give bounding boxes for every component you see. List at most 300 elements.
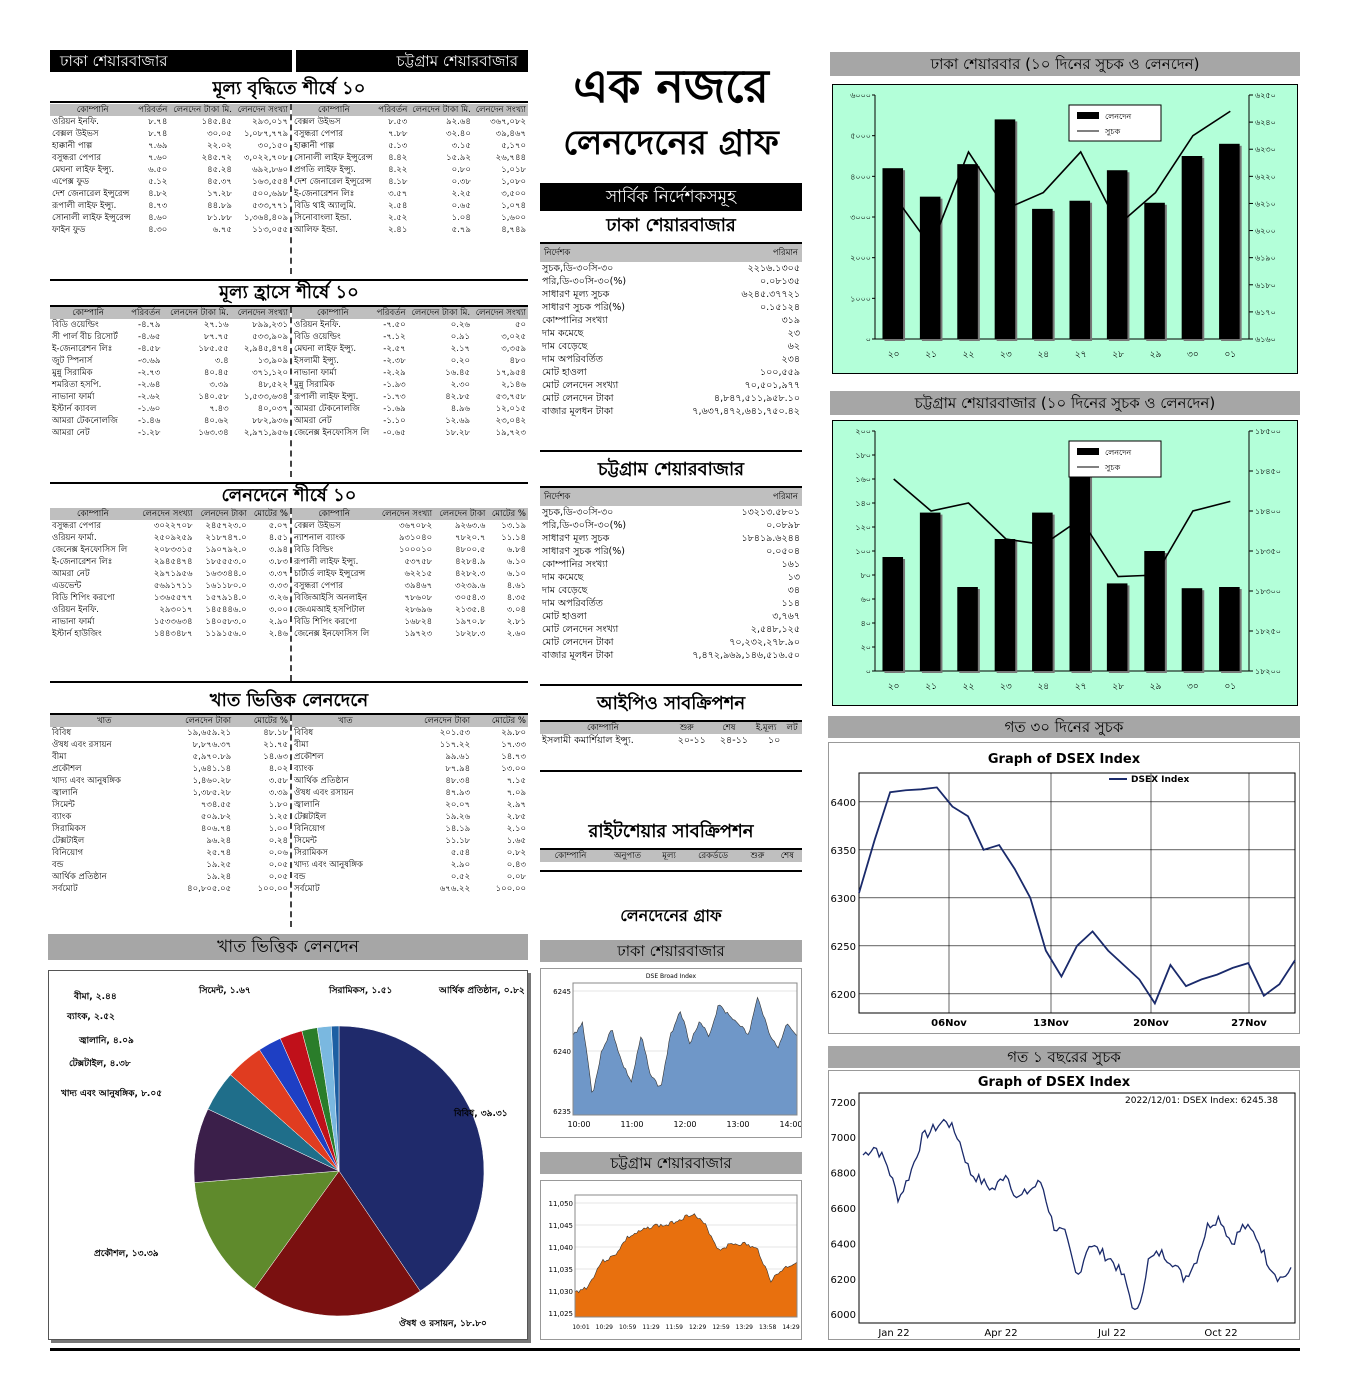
table-cell: ৫৩৭৫৮: [404, 557, 433, 567]
table-row: [292, 739, 528, 751]
x-tick-label: 13:29: [735, 1324, 753, 1331]
table-cell: পরি,ডি-৩০সি-৩০(%): [542, 276, 627, 287]
table-row: [292, 628, 528, 640]
x-tick-label: 13Nov: [1033, 1018, 1069, 1029]
table-cell: ঔষধ এবং রসায়ন: [294, 788, 354, 798]
bar: [1182, 588, 1203, 671]
dsex-1year-heading: গত ১ বছরের সুচক: [828, 1046, 1300, 1068]
table-row: [50, 727, 290, 739]
bar: [1219, 587, 1240, 671]
table-cell: ০.১৫১২৪: [759, 302, 800, 313]
table-row: [292, 811, 528, 823]
table-row: [50, 811, 290, 823]
y-tick-label: ২০০: [855, 427, 871, 436]
legend-bar-swatch: [1077, 112, 1099, 119]
table-cell: ১১.১৮: [445, 836, 471, 846]
table-cell: হাক্কানী পাল্প: [294, 141, 335, 151]
bar: [995, 539, 1016, 671]
table-cell: ৭,৪৭২,৯৬৯,১৪৬,৫১৬.৫০: [692, 650, 800, 661]
column-header: মোটের %: [491, 716, 526, 726]
column-header: লেনদেন সংখ্যা: [475, 308, 526, 318]
table-cell: ২.৫৪: [388, 201, 408, 211]
column-header: কোম্পানি: [586, 723, 619, 733]
table-cell: ১৯৭০.৮: [455, 617, 486, 627]
table-cell: ০.০৮১৩৫: [759, 276, 800, 287]
table-cell: আমরা নেট: [52, 569, 90, 579]
table-cell: ৩.৩৩: [268, 581, 288, 591]
bar: [1069, 201, 1090, 339]
table-cell: ৮৭.৯৪: [445, 764, 471, 774]
table-cell: এপেক্স ফুড: [52, 177, 90, 187]
table-cell: মোট লেনদেন সংখ্যা: [542, 380, 619, 391]
table-cell: ৬.৭৫: [212, 225, 232, 235]
table-row: [292, 212, 528, 224]
table-cell: ৮.৭৪: [148, 129, 168, 139]
table-cell: আমরা নেট: [52, 428, 90, 438]
bar: [1144, 203, 1165, 339]
table-cell: বিডি শিপিং করপো: [294, 617, 357, 627]
table-cell: মোট হাওলা: [542, 367, 587, 378]
table-row: [292, 427, 528, 439]
y-tick-label: ৮০: [860, 571, 871, 580]
bar: [1144, 551, 1165, 671]
table-row: [540, 636, 802, 649]
table-cell: ৪০.৬২: [203, 416, 229, 426]
dhaka-10day-chart: [833, 85, 1297, 373]
y-tick-label: ১০০০: [850, 294, 871, 304]
table-row: [292, 343, 528, 355]
table-cell: ১,০৮৭,৭৭৯: [243, 129, 288, 139]
y-tick-label: 6235: [553, 1108, 571, 1116]
sector-heading: খাত ভিত্তিক লেনদেনে: [50, 689, 528, 715]
x-tick-label: 10:59: [619, 1324, 637, 1331]
table-cell: ৭.১৫: [506, 776, 526, 786]
table-cell: ৯২৬৩.৬: [455, 521, 486, 531]
pie-label: সিরামিকস, ১.৫১: [329, 986, 393, 996]
table-cell: বিডি ওয়েল্ডিং: [52, 320, 99, 330]
table-cell: বিডি শিপিং করপো: [52, 593, 115, 603]
table-cell: ২৩৪: [781, 354, 800, 365]
table-cell: ৯৬.২৪: [206, 836, 232, 846]
y-tick-label: 11,025: [548, 1310, 573, 1318]
y-tick-label: 6600: [830, 1204, 856, 1215]
col-amount: পরিমান: [772, 248, 798, 258]
bar: [1107, 170, 1128, 339]
table-cell: ৩,৩৫৯: [501, 344, 526, 354]
table-cell: ৪৮০০.৫: [455, 545, 486, 555]
table-cell: ৩.৩৭: [268, 569, 288, 579]
table-cell: ৪,৭৪৯: [501, 225, 526, 235]
table-row: [540, 532, 802, 545]
plot-frame: [859, 773, 1295, 1013]
table-cell: টেক্সটাইল: [294, 812, 327, 822]
column-header: লেনদেন টাকা মি.: [170, 308, 229, 318]
table-cell: -২.৩৮: [383, 356, 406, 366]
table-cell: ১৪০.৫৮: [198, 392, 229, 402]
table-row: [50, 355, 290, 367]
table-cell: ফাইন ফুড: [52, 225, 86, 235]
table-cell: ২.৮১: [506, 617, 526, 627]
table-cell: ১৫.৯২: [446, 153, 471, 163]
table-cell: ৪৫.৩৭: [207, 177, 232, 187]
table-row: [292, 140, 528, 152]
table-cell: ১,০১৮: [501, 165, 526, 175]
table-cell: ৩,০২৫: [501, 332, 526, 342]
area-series: [573, 998, 797, 1115]
y2-tick-label: ৬১৯০: [1255, 253, 1276, 263]
table-cell: বীমা: [294, 740, 309, 750]
table-row: [50, 835, 290, 847]
table-cell: ২৯.৮০: [501, 728, 526, 738]
column-header: কোম্পানি: [554, 851, 587, 861]
column-header: শুরু: [750, 851, 765, 861]
table-cell: বন্ড: [294, 872, 306, 882]
dsex-30day-panel: [828, 742, 1300, 1034]
table-cell: ৫.৭৯: [451, 225, 471, 235]
table-cell: ১৮.২৮: [445, 428, 471, 438]
table-cell: ৫৬৯১৭১১: [153, 581, 193, 591]
x-tick-label: Apr 22: [984, 1328, 1018, 1339]
table-cell: নাভানা ফার্মা: [52, 617, 95, 627]
table-row: [50, 787, 290, 799]
table-cell: ৩.৩৯: [209, 380, 229, 390]
legend-line-label: সুচক: [1105, 127, 1121, 136]
y-tick-label: ০: [865, 667, 871, 676]
table-cell: ৭৮২০.৭: [455, 533, 486, 543]
table-cell: ০.৩৮: [451, 177, 471, 187]
table-cell: ইসলামী কমার্শিয়াল ইন্স্যু.: [542, 735, 634, 746]
y-tick-label: 11,050: [548, 1200, 573, 1208]
table-row: [540, 597, 802, 610]
pie-label: সিমেন্ট, ১.৬৭: [199, 986, 251, 996]
table-cell: ২৩,০৪২: [495, 416, 526, 426]
ctg-intraday-panel: [540, 1180, 802, 1340]
table-cell: ৩.৫৭: [388, 189, 408, 199]
table-cell: ০.২০: [450, 356, 471, 366]
x-tick-label: 10:29: [595, 1324, 613, 1331]
x-tick-label: ২৭: [1074, 350, 1087, 360]
table-cell: সিনোবাংলা ইন্ডা.: [294, 213, 352, 223]
y2-tick-label: ১৮২৫০: [1255, 627, 1281, 636]
table-cell: ১৬.৪৫: [445, 368, 471, 378]
column-header: লেনদেন সংখ্যা: [381, 509, 433, 519]
y-tick-label: ৪০০০: [850, 172, 871, 182]
table-cell: ৫.০৭: [268, 521, 288, 531]
table-row: [50, 116, 290, 128]
table-cell: ২৪-১১: [719, 735, 748, 746]
table-cell: ৭৩৪.৫৫: [200, 800, 232, 810]
table-cell: ৪০,৮০৫.০৫: [187, 884, 232, 894]
table-cell: -১.১০: [383, 416, 406, 426]
table-cell: বিডি ওয়েল্ডিং: [294, 332, 341, 342]
table-cell: ৩৬৭,০৮২: [490, 117, 526, 127]
pie-label: বীমা, ২.৪৪: [74, 992, 117, 1002]
table-cell: ৭.৬৯: [148, 141, 168, 151]
pie-label: প্রকৌশল, ১৩.৩৯: [94, 1249, 159, 1259]
table-cell: ০.২৪: [268, 836, 288, 846]
table-cell: ১৯.২৫: [206, 860, 232, 870]
table-cell: ৩.০৪: [506, 605, 526, 615]
table-row: [540, 734, 802, 747]
y-tick-label: 6400: [830, 1239, 856, 1251]
table-cell: ২.১০: [506, 824, 526, 834]
table-cell: ১৮৫৫৫৩.০: [205, 557, 247, 567]
y-tick-label: ২০: [860, 643, 871, 652]
table-cell: ১৬৮২৪: [404, 617, 433, 627]
plot-frame: [859, 1093, 1295, 1323]
x-tick-label: Oct 22: [1204, 1328, 1238, 1339]
table-cell: ০.৯১: [450, 332, 471, 342]
table-row: [292, 556, 528, 568]
table-row: [50, 188, 290, 200]
table-cell: ১৩,৯০৯: [257, 356, 288, 366]
table-cell: ২৫০৯২৫৯: [153, 533, 193, 543]
table-row: [292, 331, 528, 343]
table-cell: ১৭,৯৫৪: [495, 368, 526, 378]
x-tick-label: 11:29: [642, 1324, 660, 1331]
table-row: [540, 558, 802, 571]
y-tick-label: 6250: [830, 941, 856, 953]
table-row: [292, 871, 528, 883]
y-tick-label: ২০০০: [850, 253, 871, 263]
table-row: [540, 327, 802, 340]
table-cell: কোম্পানির সংখ্যা: [542, 559, 608, 570]
column-header: লট: [786, 723, 798, 733]
table-cell: ৩.৫৮: [268, 776, 288, 786]
dsex-1year-chart: [829, 1071, 1299, 1339]
table-cell: ০.০৮৯৮: [766, 520, 800, 531]
table-cell: সোনালী লাইফ ইন্সুরেন্স: [52, 213, 131, 223]
table-cell: ৫০: [514, 320, 526, 330]
bar: [957, 164, 978, 339]
y-tick-label: 6200: [830, 1274, 856, 1286]
volume-heading: লেনদেনে শীর্ষে ১০: [50, 482, 528, 510]
ctg-intraday-chart: [541, 1181, 801, 1339]
table-cell: ৪.৫১: [268, 533, 288, 543]
table-cell: সর্বমোট: [294, 884, 320, 894]
y2-tick-label: ৬১৬০: [1255, 335, 1276, 344]
table-cell: ১৪.৭৩: [501, 752, 526, 762]
table-row: [292, 568, 528, 580]
table-cell: প্রকৌশল: [294, 752, 324, 762]
table-cell: -২.২৯: [383, 368, 406, 378]
table-cell: বন্ড: [52, 860, 64, 870]
table-cell: -১.৯৩: [383, 380, 406, 390]
table-cell: বিনিয়োগ: [294, 824, 326, 834]
table-cell: ১৩৬৫৫৭৭: [153, 593, 193, 603]
table-row: [50, 427, 290, 439]
sector-ctg-table: [292, 715, 528, 895]
table-cell: -২.৬৪: [138, 380, 161, 390]
y-tick-label: 7200: [830, 1097, 856, 1109]
table-cell: দাম বেড়েছে: [542, 341, 588, 352]
table-row: [540, 288, 802, 301]
table-row: [540, 545, 802, 558]
table-cell: রূপালী লাইফ ইন্স্যু.: [52, 201, 117, 211]
table-cell: ১৮৫.৫৫: [198, 344, 229, 354]
column-header: কোম্পানি: [318, 105, 350, 115]
column-header: পরিবর্তন: [378, 105, 408, 115]
table-cell: ৫৩৩,৯০৯: [252, 332, 288, 342]
volume-ctg-table: [292, 508, 528, 640]
table-cell: ৪০৬.৭৪: [200, 824, 232, 834]
table-row: [292, 379, 528, 391]
table-cell: ১৮২৮.৩: [455, 629, 486, 639]
table-row: [50, 739, 290, 751]
y2-tick-label: ৬২০০: [1255, 226, 1276, 236]
table-row: [50, 580, 290, 592]
table-row: [50, 823, 290, 835]
table-cell: হাক্কানী পাল্প: [52, 141, 93, 151]
table-cell: ১৬৩,৫৫৪: [252, 177, 288, 187]
table-header: [292, 715, 528, 727]
y-tick-label: 6000: [830, 1310, 856, 1322]
table-row: [292, 520, 528, 532]
column-header: লেনদেন সংখ্যা: [142, 509, 193, 519]
legend-bar-swatch: [1077, 448, 1099, 455]
table-row: [292, 847, 528, 859]
table-cell: ২.৫২: [388, 213, 408, 223]
table-cell: বসুন্ধরা পেপার: [294, 581, 344, 591]
column-header: ই.মূল্য: [755, 723, 777, 733]
table-row: [540, 584, 802, 597]
table-row: [50, 176, 290, 188]
table-cell: ৫৩৩,৭৭১: [252, 201, 288, 211]
table-row: [292, 883, 528, 895]
table-row: [292, 176, 528, 188]
table-cell: ১৪.৬৩: [263, 752, 288, 762]
column-header: পরিবর্তন: [376, 308, 406, 318]
ipo-panel: [540, 720, 802, 772]
table-cell: ওরিয়ন ইনফি.: [52, 117, 99, 127]
bar: [1182, 156, 1203, 339]
chart-annotation: 2022/12/01: DSEX Index: 6245.38: [1125, 1096, 1279, 1106]
table-cell: সিরামিকস: [52, 824, 86, 834]
chart-title: Graph of DSEX Index: [987, 752, 1141, 767]
table-row: [50, 628, 290, 640]
losers-heading: মূল্য হ্রাসে শীর্ষে ১০: [50, 279, 528, 307]
table-cell: ১৭.২৮: [207, 189, 232, 199]
table-cell: ৩.৮৩: [268, 557, 288, 567]
table-cell: ১.৬৫: [506, 836, 526, 846]
table-row: [292, 823, 528, 835]
table-cell: জ্বালানি: [294, 800, 320, 810]
table-cell: ১৬১১৮০.০: [205, 581, 247, 591]
table-cell: ১৭.৩৩: [501, 740, 526, 750]
table-cell: ২৪৫.৭২: [201, 153, 232, 163]
table-cell: বসুন্ধরা পেপার: [52, 521, 102, 531]
column-header: অনুপাত: [613, 851, 642, 861]
ctg-10day-chart: [833, 421, 1297, 705]
rights-heading: রাইটশেয়ার সাবক্রিপশন: [588, 821, 754, 842]
table-cell: ৭.৪৩: [209, 404, 229, 414]
table-cell: -১.৬৯: [383, 404, 406, 414]
table-cell: ২.৯০: [450, 860, 471, 870]
table-cell: ঔষধ এবং রসায়ন: [52, 740, 112, 750]
table-cell: নাভানা ফার্মা: [52, 392, 95, 402]
table-cell: ০.৪৩: [506, 860, 526, 870]
x-tick-label: ২৮: [1112, 350, 1124, 360]
x-tick-label: 11:59: [665, 1324, 683, 1331]
table-cell: ২৯৪৫৪৭৪: [153, 557, 193, 567]
bar: [882, 168, 903, 339]
general-dhaka-panel: [540, 242, 802, 452]
table-row: [292, 152, 528, 164]
bar: [1032, 513, 1053, 671]
table-row: [292, 164, 528, 176]
table-cell: জেনেক্স ইনফোসিস লি: [294, 629, 370, 639]
y-tick-label: 6800: [830, 1168, 856, 1180]
table-row: [50, 871, 290, 883]
gainers-tables: [50, 104, 528, 274]
table-cell: ১১৯১৫৬.০: [205, 629, 247, 639]
volume-tables: [50, 508, 528, 683]
table-cell: ৬.৮৪: [506, 545, 526, 555]
table-cell: ০.০৫: [268, 872, 288, 882]
general-heading: সার্বিক নির্দেশকসমূহ: [540, 183, 802, 211]
table-cell: ২১৩৫.৪: [455, 605, 486, 615]
table-row: [50, 391, 290, 403]
y-tick-label: ৩০০০: [850, 213, 871, 222]
column-header: মোটের %: [253, 509, 288, 519]
table-row: [540, 353, 802, 366]
table-row: [50, 331, 290, 343]
col-indicator: নির্দেশক: [544, 248, 571, 258]
column-header: লেনদেন সংখ্যা: [237, 105, 288, 115]
dsex-line: [863, 1120, 1291, 1310]
table-cell: ই-জেনারেশন লিঃ: [52, 344, 113, 354]
general-dhaka-title: ঢাকা শেয়ারবাজার: [606, 215, 736, 236]
table-cell: ১০০.০০: [257, 884, 288, 894]
y2-tick-label: ৬১৮০: [1255, 280, 1276, 290]
table-cell: ২১.৭৫: [263, 740, 288, 750]
table-cell: আমরা নেট: [294, 416, 332, 426]
table-cell: ১৩২১৩.৫৮০১: [741, 507, 800, 518]
sector-pie-chart: [49, 971, 527, 1339]
table-row: [292, 367, 528, 379]
y-tick-label: ৪০: [860, 619, 871, 628]
table-cell: কোম্পানির সংখ্যা: [542, 315, 608, 326]
table-row: [50, 343, 290, 355]
table-header: [292, 508, 528, 520]
table-cell: ৪.৭৩: [148, 201, 168, 211]
table-cell: ৪.৯৬: [450, 404, 471, 414]
table-cell: ১৪.১৯: [445, 824, 471, 834]
chart-title: Graph of DSEX Index: [977, 1075, 1131, 1090]
pie-label: খাদ্য এবং আনুষঙ্গিক, ৮.০৫: [61, 1089, 163, 1099]
table-cell: ৩.৯৪: [268, 545, 288, 555]
column-header: পরিবর্তন: [131, 308, 161, 318]
table-row: [50, 847, 290, 859]
y-tick-label: 6400: [830, 797, 856, 809]
table-cell: শমরিতা হসপি.: [52, 380, 102, 390]
column-header: মোটের %: [253, 716, 288, 726]
y-tick-label: ১২০: [855, 523, 871, 532]
legend-bar-label: লেনদেন: [1105, 448, 1132, 457]
table-cell: ০.৮০: [451, 165, 471, 175]
table-cell: ১,৪৬০.২৮: [192, 776, 232, 786]
dsex-30day-chart: [829, 743, 1299, 1033]
column-header: কোম্পানি: [318, 509, 350, 519]
table-cell: ৩,০২২,৭০৮: [243, 153, 288, 163]
y-tick-label: ৬০০০: [850, 91, 871, 100]
page-title-line1: এক নজরে: [573, 59, 769, 113]
table-cell: ৪২৮২.৩: [455, 569, 486, 579]
table-cell: ১০০.০০: [495, 884, 526, 894]
table-cell: ৪.০২: [268, 764, 288, 774]
table-cell: সুচক,ডি-৩০সি-৩০: [542, 263, 614, 274]
y-tick-label: ০: [865, 335, 871, 344]
